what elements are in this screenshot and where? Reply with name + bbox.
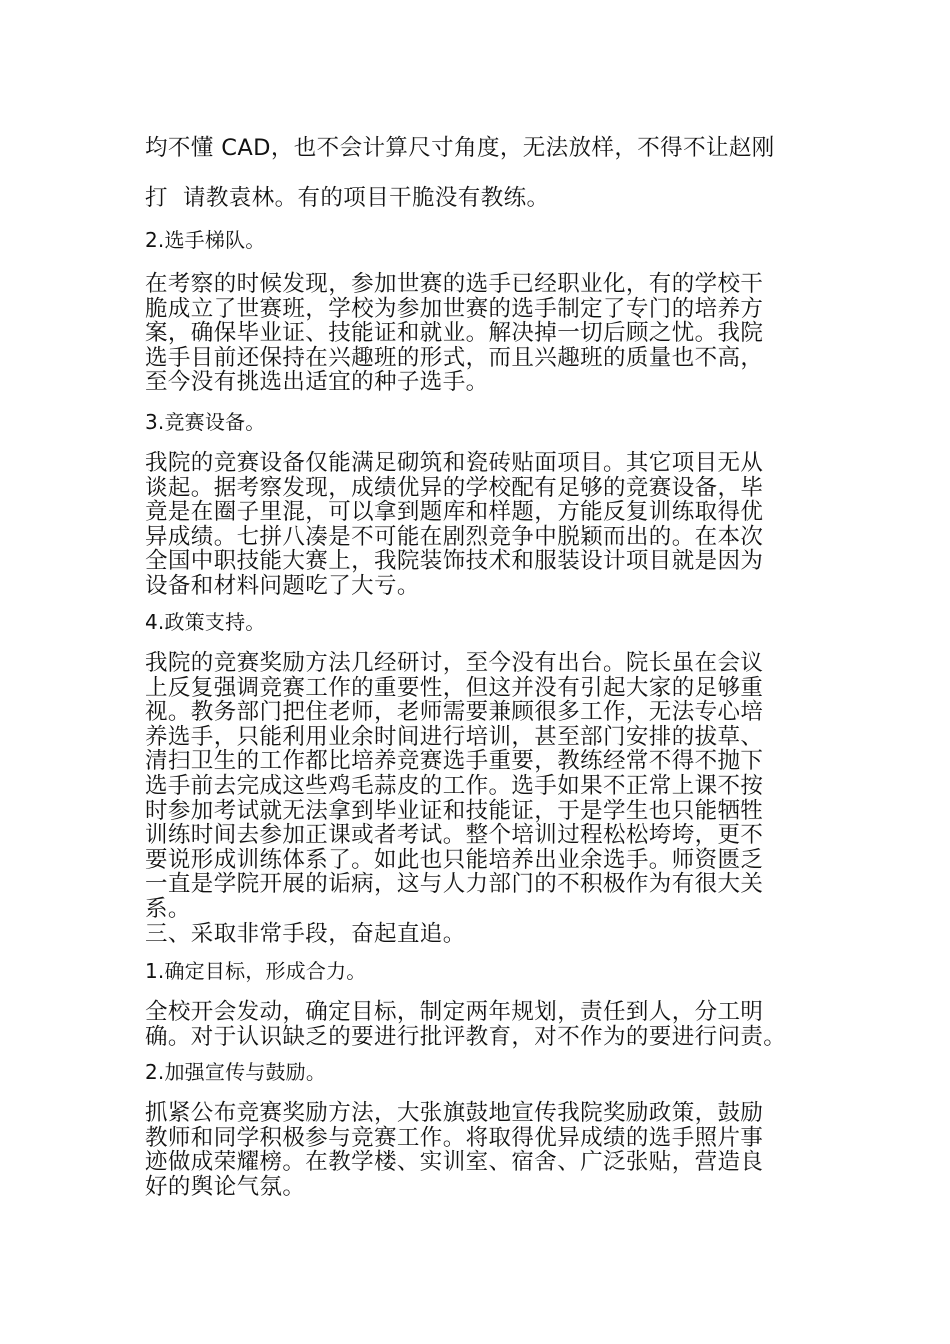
text-line: 竟是在圈子里混，可以拿到题库和样题，方能反复训练取得优 [145, 499, 764, 526]
text-line: 异成绩。七拼八凑是不可能在剧烈竞争中脱颖而出的。在本次 [145, 523, 764, 550]
text-line: 选手前去完成这些鸡毛蒜皮的工作。选手如果不正常上课不按 [145, 772, 764, 799]
text-line: 谈起。据考察发现，成绩优异的学校配有足够的竞赛设备，毕 [145, 474, 764, 501]
text-line: 确。对于认识缺乏的要进行批评教育，对不作为的要进行问责。 [145, 1023, 787, 1050]
text-line: 均不懂 CAD，也不会计算尺寸角度，无法放样，不得不让赵刚 [145, 135, 775, 161]
text-line: 一直是学院开展的诟病，这与人力部门的不积极作为有很大关 [145, 871, 764, 898]
text-line: 训练时间去参加正课或者考试。整个培训过程松松垮垮，更不 [145, 822, 764, 849]
section-heading-equipment: 3.竞赛设备。 [145, 410, 266, 434]
text-line: 选手目前还保持在兴趣班的形式，而且兴趣班的质量也不高， [145, 344, 764, 371]
paragraph-equipment [145, 451, 805, 599]
text-line: 要说形成训练体系了。如此也只能培养出业余选手。师资匮乏 [145, 846, 764, 873]
text-line: 我院的竞赛奖励方法几经研讨，至今没有出台。院长虽在会议 [145, 650, 764, 676]
text-line: 设备和材料问题吃了大亏。 [145, 572, 420, 599]
subsection-heading-goals: 1.确定目标，形成合力。 [145, 959, 367, 983]
text-line: 好的舆论气氛。 [145, 1173, 306, 1200]
part-three-title: 三、采取非常手段，奋起直追。 [145, 921, 466, 947]
continuation-paragraph [145, 123, 805, 223]
paragraph-publicity [145, 1101, 805, 1199]
text-line: 全国中职技能大赛上，我院装饰技术和服装设计项目就是因为 [145, 548, 764, 575]
text-line: 至今没有挑选出适宜的种子选手。 [145, 369, 489, 396]
text-line: 打 请教袁林。有的项目干脆没有教练。 [145, 185, 550, 211]
paragraph-policy [145, 651, 805, 922]
text-line: 案，确保毕业证、技能证和就业。解决掉一切后顾之忧。我院 [145, 320, 764, 347]
text-line: 养选手，只能利用业余时间进行培训，甚至部门安排的拔草、 [145, 723, 764, 750]
subsection-heading-publicity: 2.加强宣传与鼓励。 [145, 1060, 327, 1084]
paragraph-players [145, 272, 805, 395]
text-line: 教师和同学积极参与竞赛工作。将取得优异成绩的选手照片事 [145, 1124, 764, 1151]
text-line: 在考察的时候发现，参加世赛的选手已经职业化，有的学校干 [145, 271, 764, 297]
text-line: 上反复强调竞赛工作的重要性，但这并没有引起大家的足够重 [145, 674, 764, 701]
section-heading-policy: 4.政策支持。 [145, 610, 266, 634]
text-line: 视。教务部门把住老师，老师需要兼顾很多工作，无法专心培 [145, 699, 764, 726]
text-line: 我院的竞赛设备仅能满足砌筑和瓷砖贴面项目。其它项目无从 [145, 450, 764, 476]
text-line: 脆成立了世赛班，学校为参加世赛的选手制定了专门的培养方 [145, 295, 764, 322]
text-line: 全校开会发动，确定目标，制定两年规划，责任到人，分工明 [145, 999, 764, 1025]
text-line: 清扫卫生的工作都比培养竞赛选手重要，教练经常不得不抛下 [145, 748, 764, 775]
text-line: 抓紧公布竞赛奖励方法，大张旗鼓地宣传我院奖励政策，鼓励 [145, 1100, 764, 1126]
section-heading-players: 2.选手梯队。 [145, 228, 266, 252]
text-line: 迹做成荣耀榜。在教学楼、实训室、宿舍、广泛张贴，营造良 [145, 1149, 764, 1176]
paragraph-goals [145, 1000, 805, 1049]
text-line: 系。 [145, 895, 191, 922]
text-line: 时参加考试就无法拿到毕业证和技能证，于是学生也只能牺牲 [145, 797, 764, 824]
